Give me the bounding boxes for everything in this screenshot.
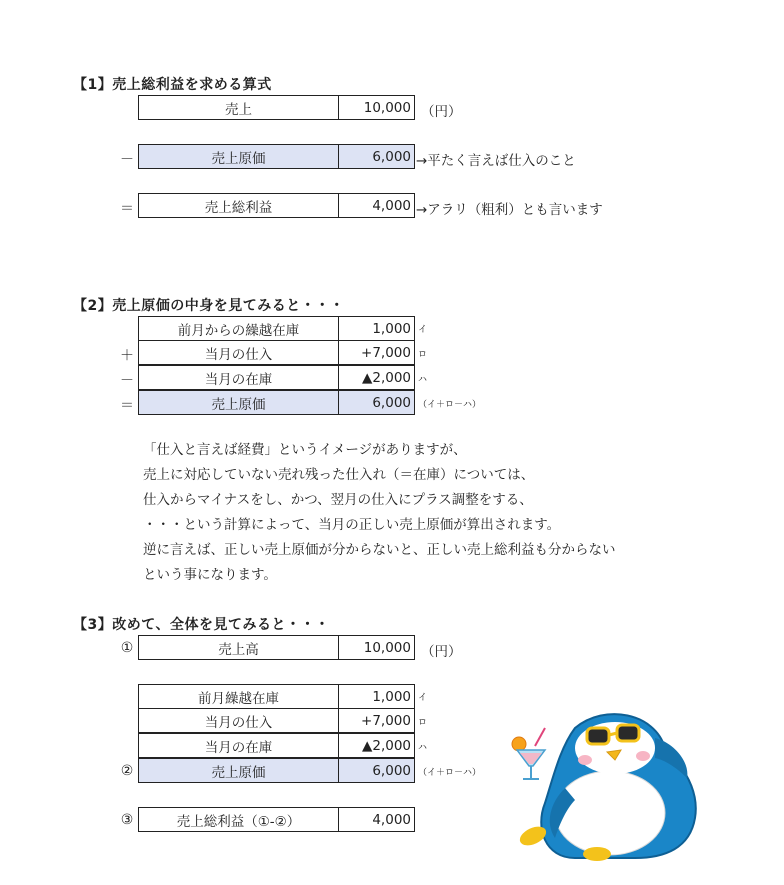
row-mark: ロ — [418, 718, 428, 728]
gross-profit-note: →アラリ（粗利）とも言います — [416, 202, 603, 218]
table-row-value: 1,000 — [338, 316, 415, 341]
paragraph-line: 逆に言えば、正しい売上原価が分からないと、正しい売上総利益も分からない — [143, 542, 616, 558]
gross-profit-label-cell: 売上総利益（①-②） — [138, 807, 339, 832]
section2-heading: 【2】売上原価の中身を見てみると・・・ — [73, 298, 345, 314]
table-row-value: ▲2,000 — [338, 733, 415, 758]
unit-note: （円） — [421, 644, 462, 660]
circled-number-2: ② — [120, 763, 134, 779]
circled-number-1: ① — [120, 640, 134, 656]
gross-profit-value-cell: 4,000 — [338, 807, 415, 832]
equals-operator: ＝ — [120, 398, 134, 414]
table-row-value: 6,000 — [338, 758, 415, 783]
table-row-value: +7,000 — [338, 708, 415, 733]
unit-note: （円） — [421, 104, 462, 120]
row-mark: ロ — [418, 350, 428, 360]
cogs-label-cell: 売上原価 — [138, 144, 339, 169]
gross-profit-value-cell: 4,000 — [338, 193, 415, 218]
paragraph-line: 売上に対応していない売れ残った仕入れ（＝在庫）については、 — [143, 467, 535, 483]
cogs-note: →平たく言えば仕入のこと — [416, 153, 576, 169]
table-row-value: 6,000 — [338, 390, 415, 415]
table-row-value: +7,000 — [338, 340, 415, 365]
row-mark: （イ＋ロ－ハ） — [418, 400, 482, 410]
table-row-label: 前月繰越在庫 — [138, 684, 339, 709]
table-row-label: 当月の在庫 — [138, 733, 339, 758]
paragraph-line: 仕入からマイナスをし、かつ、翌月の仕入にプラス調整をする、 — [143, 492, 533, 508]
minus-operator: － — [120, 152, 134, 168]
table-row-label: 当月の在庫 — [138, 365, 339, 390]
cocktail-icon — [512, 728, 545, 779]
table-row-label: 売上原価 — [138, 390, 339, 415]
row-mark: ハ — [418, 375, 428, 385]
row-mark: イ — [418, 325, 428, 335]
gross-profit-label-cell: 売上総利益 — [138, 193, 339, 218]
circled-number-3: ③ — [120, 812, 134, 828]
table-row-value: 1,000 — [338, 684, 415, 709]
table-row-label: 当月の仕入 — [138, 708, 339, 733]
row-mark: （イ＋ロ－ハ） — [418, 768, 482, 778]
equals-operator: ＝ — [120, 201, 134, 217]
section3-heading: 【3】改めて、全体を見てみると・・・ — [73, 617, 330, 633]
plus-operator: ＋ — [120, 348, 134, 364]
sales-value-cell: 10,000 — [338, 635, 415, 660]
sales-value-cell: 10,000 — [338, 95, 415, 120]
paragraph-line: ・・・という計算によって、当月の正しい売上原価が算出されます。 — [143, 517, 561, 533]
penguin-illustration — [505, 708, 705, 868]
sales-label-cell: 売上高 — [138, 635, 339, 660]
minus-operator: － — [120, 373, 134, 389]
table-row-label: 売上原価 — [138, 758, 339, 783]
table-row-label: 当月の仕入 — [138, 340, 339, 365]
row-mark: ハ — [418, 743, 428, 753]
table-row-label: 前月からの繰越在庫 — [138, 316, 339, 341]
sales-label-cell: 売上 — [138, 95, 339, 120]
row-mark: イ — [418, 693, 428, 703]
paragraph-line: 「仕入と言えば経費」というイメージがありますが、 — [143, 442, 467, 458]
paragraph-line: という事になります。 — [143, 567, 277, 583]
section1-heading: 【1】売上総利益を求める算式 — [73, 77, 272, 93]
table-row-value: ▲2,000 — [338, 365, 415, 390]
cogs-value-cell: 6,000 — [338, 144, 415, 169]
